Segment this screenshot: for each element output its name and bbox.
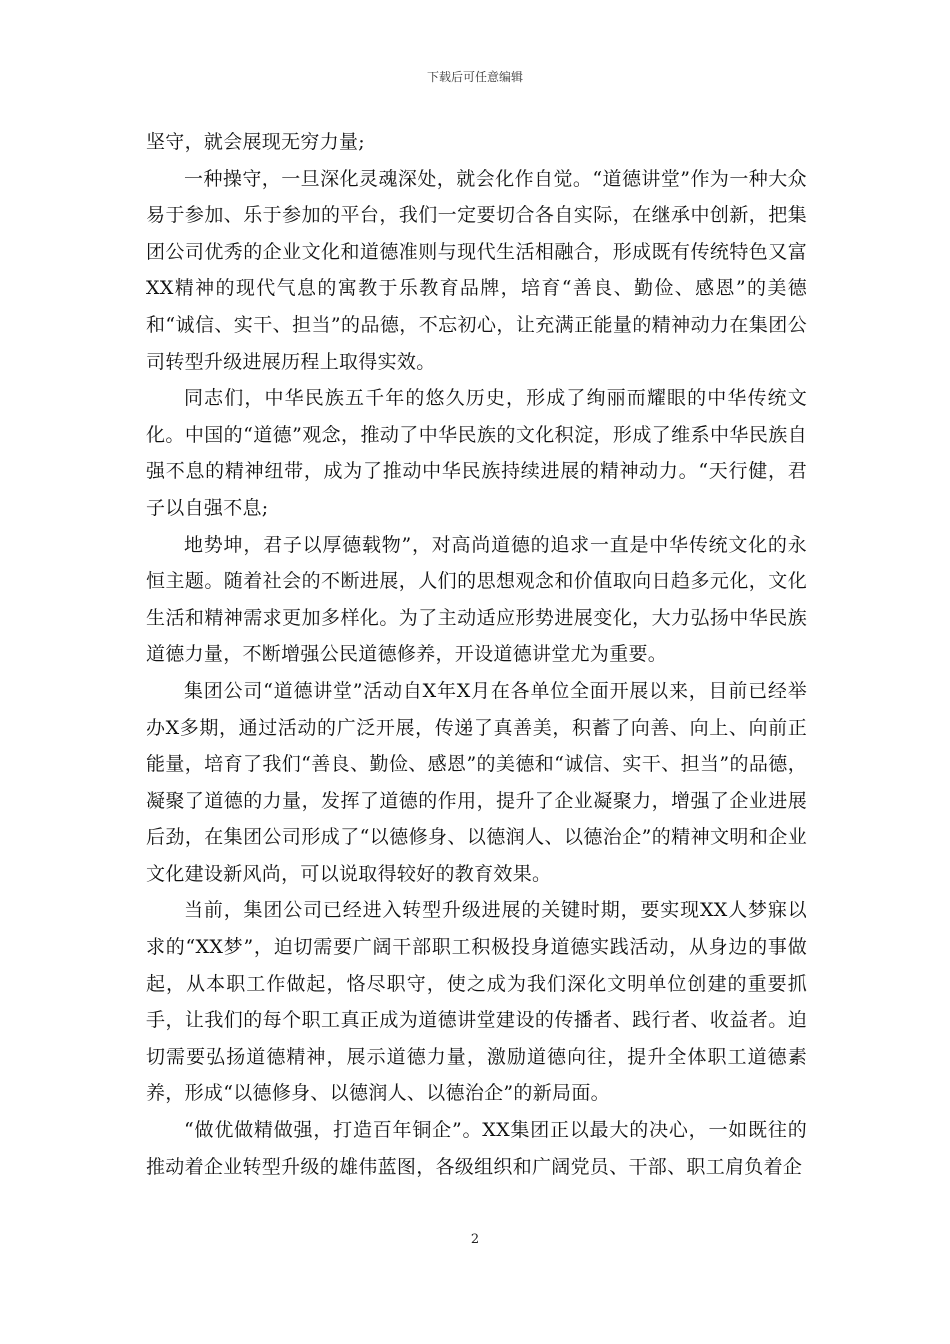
paragraph-5: 集团公司“道德讲堂”活动自X年X月在各单位全面开展以来，目前已经举办X多期，通过活动的广泛开展，传递了真善美，积蓄了向善、向上、向前正能量，培育了我们“善良、勤俭、感恩”的美德和“诚信、实干、担当”的品德，凝聚了道德的力量，发挥了道德的作用，提升了企业凝聚力，增强了企业进展后劲，在集团公司形成了“以德修身、以德润人、以德治企”的精神文明和企业文化建设新风尚，可以说取得较好的教育效果。	[146, 679, 807, 885]
page-header: 下载后可任意编辑	[426, 70, 523, 84]
paragraph-4: 地势坤，君子以厚德载物”，对高尚道德的追求一直是中华传统文化的永恒主题。随着社会的不断进展，人们的思想观念和价值取向日趋多元化，文化生活和精神需求更加多样化。为了主动适应形势进展变化，大力弘扬中华民族道德力量，不断增强公民道德修养，开设道德讲堂尤为重要。	[146, 533, 807, 666]
paragraph-2: 一种操守，一旦深化灵魂深处，就会化作自觉。“道德讲堂”作为一种大众易于参加、乐于参加的平台，我们一定要切合各自实际，在继承中创新，把集团公司优秀的企业文化和道德准则与现代生活相融合，形成既有传统特色又富XX精神的现代气息的寓教于乐教育品牌，培育“善良、勤俭、感恩”的美德和“诚信、实干、担当”的品德，不忘初心，让充满正能量的精神动力在集团公司转型升级进展历程上取得实效。	[146, 167, 807, 373]
paragraph-6: 当前，集团公司已经进入转型升级进展的关键时期，要实现XX人梦寐以求的“XX梦”，迫切需要广阔干部职工积极投身道德实践活动，从身边的事做起，从本职工作做起，恪尽职守，使之成为我们深化文明单位创建的重要抓手，让我们的每个职工真正成为道德讲堂建设的传播者、践行者、收益者。迫切需要弘扬道德精神，展示道德力量，激励道德向往，提升全体职工道德素养，形成“以德修身、以德润人、以德治企”的新局面。	[146, 899, 807, 1105]
paragraph-3: 同志们，中华民族五千年的悠久历史，形成了绚丽而耀眼的中华传统文化。中国的“道德”观念，推动了中华民族的文化积淀，形成了维系中华民族自强不息的精神纽带，成为了推动中华民族持续进展的精神动力。“天行健，君子以自强不息;	[146, 387, 807, 519]
paragraph-7: “做优做精做强，打造百年铜企”。XX集团正以最大的决心，一如既往的推动着企业转型升级的雄伟蓝图，各级组织和广阔党员、干部、职工肩负着企	[146, 1119, 807, 1178]
body-text	[146, 124, 807, 1185]
paragraph-1: 坚守，就会展现无穷力量;	[146, 131, 366, 153]
page-number: 2	[470, 1232, 480, 1247]
